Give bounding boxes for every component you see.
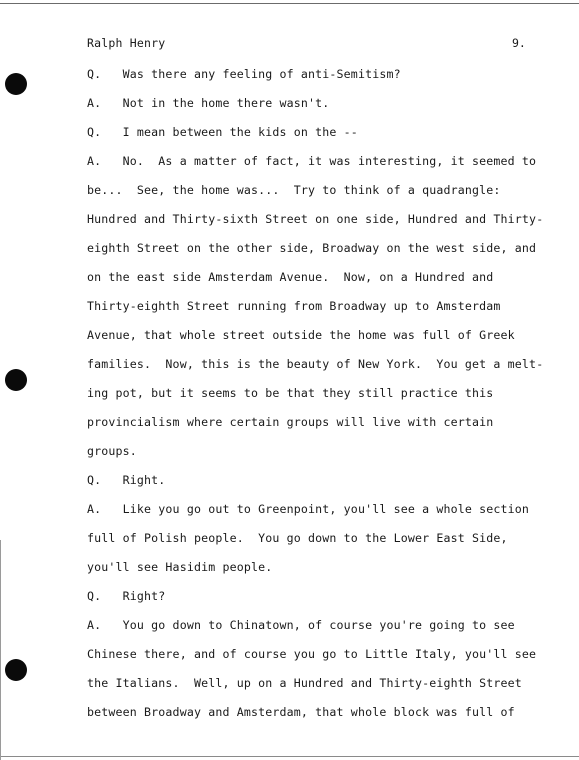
transcript-line: families. Now, this is the beauty of New York. You get a melt- xyxy=(87,357,544,371)
transcript-line: provincialism where certain groups will live with certain xyxy=(87,415,494,429)
transcript-line: A. Like you go out to Greenpoint, you'll see a whole section xyxy=(87,502,530,516)
transcript-line: on the east side Amsterdam Avenue. Now, on a Hundred and xyxy=(87,270,494,284)
binder-hole-icon xyxy=(5,369,27,391)
transcript-line: A. Not in the home there wasn't. xyxy=(87,96,330,110)
transcript-line: the Italians. Well, up on a Hundred and Thirty-eighth Street xyxy=(87,676,522,690)
left-edge-rule xyxy=(0,540,1,760)
running-header: Ralph Henry xyxy=(87,36,166,50)
transcript-line: A. No. As a matter of fact, it was interesting, it seemed to xyxy=(87,154,537,168)
transcript-line: Q. Right? xyxy=(87,589,166,603)
transcript-line: Q. Right. xyxy=(87,473,166,487)
transcript-line: groups. xyxy=(87,444,137,458)
transcript-line: Q. I mean between the kids on the -- xyxy=(87,125,358,139)
transcript-line: full of Polish people. You go down to the Lower East Side, xyxy=(87,531,508,545)
transcript-line: you'll see Hasidim people. xyxy=(87,560,273,574)
transcript-line: A. You go down to Chinatown, of course you're going to see xyxy=(87,618,515,632)
page-bottom-rule xyxy=(0,756,579,757)
transcript-line: between Broadway and Amsterdam, that whole block was full of xyxy=(87,705,515,719)
page-number: 9. xyxy=(512,36,526,50)
transcript-line: ing pot, but it seems to be that they still practice this xyxy=(87,386,494,400)
transcript-line: eighth Street on the other side, Broadway on the west side, and xyxy=(87,241,537,255)
transcript-line: Thirty-eighth Street running from Broadway up to Amsterdam xyxy=(87,299,501,313)
transcript-line: Q. Was there any feeling of anti-Semitism? xyxy=(87,67,401,81)
transcript-line: be... See, the home was... Try to think of a quadrangle: xyxy=(87,183,501,197)
binder-hole-icon xyxy=(5,73,27,95)
transcript-line: Hundred and Thirty-sixth Street on one side, Hundred and Thirty- xyxy=(87,212,544,226)
binder-hole-icon xyxy=(5,659,27,681)
transcript-line: Chinese there, and of course you go to Little Italy, you'll see xyxy=(87,647,537,661)
page-top-rule xyxy=(0,3,579,4)
transcript-line: Avenue, that whole street outside the home was full of Greek xyxy=(87,328,515,342)
